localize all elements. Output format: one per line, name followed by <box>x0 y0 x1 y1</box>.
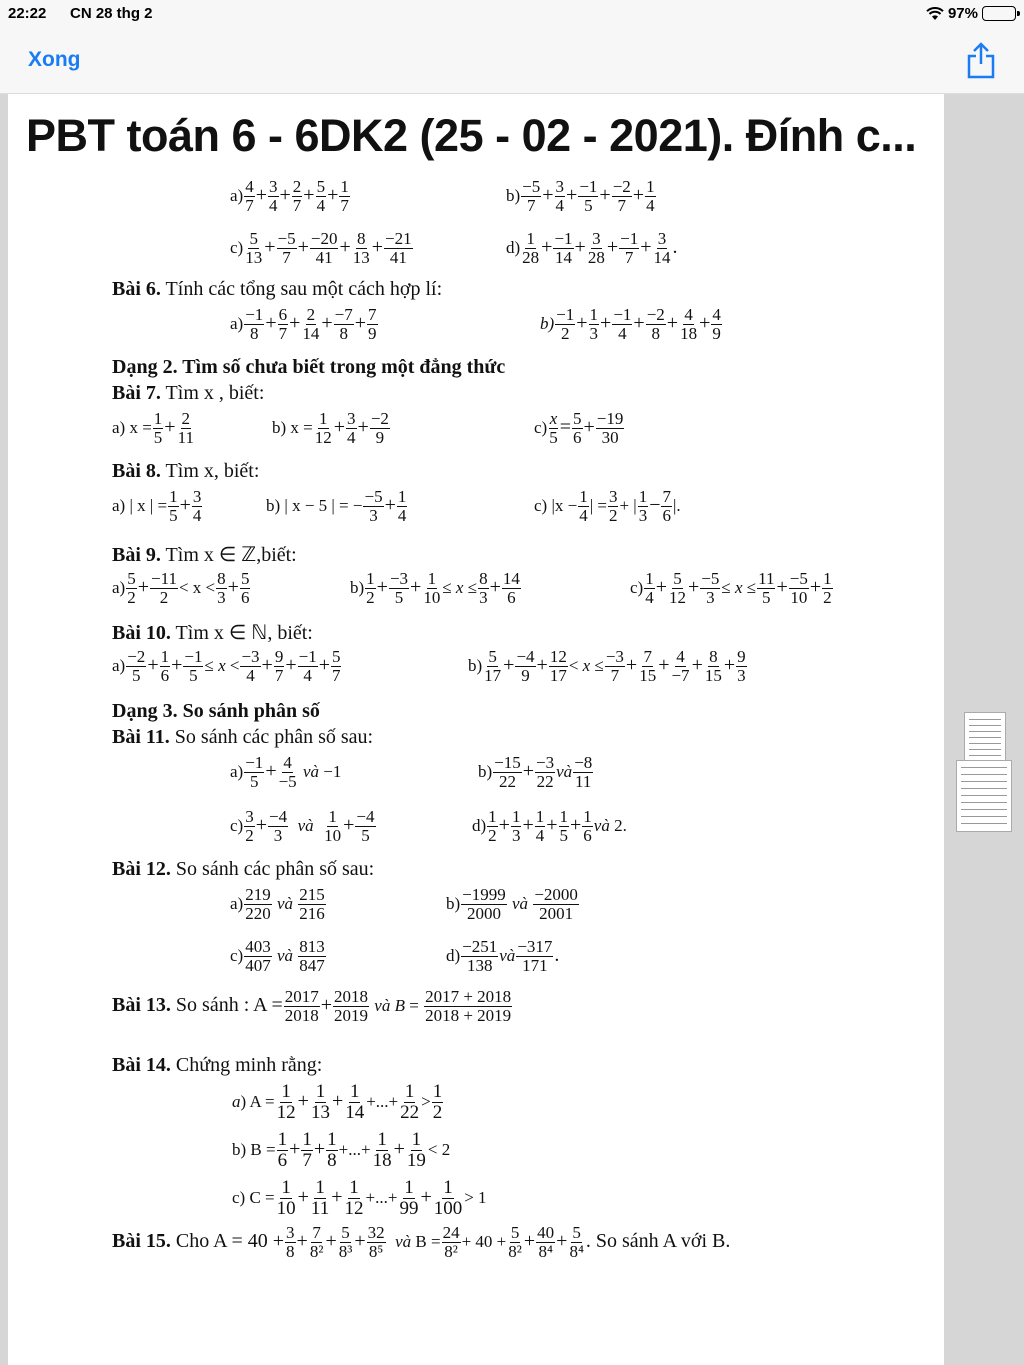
math-line: a) $\frac{-2}{5}$ + $\frac{1}{6}$ + $\frac{-1}{5}$ ≤ x < $\frac{-3}{4}$ + $\frac{9}{7}$ + $\frac{-1}{4}$ + $\frac{5}{7}$ <box>112 647 341 685</box>
math-line: b) $\frac{-1999}{2000}$ và $\frac{-2000}{2001}$ <box>446 885 578 923</box>
document-title: PBT toán 6 - 6DK2 (25 - 02 - 2021). Đính c... <box>26 110 917 161</box>
math-line: a) | x | = $\frac{1}{5}$ + $\frac{3}{4}$ <box>112 487 202 525</box>
math-line: c) $\frac{3}{2}$ + $\frac{-4}{3}$ và $\frac{1}{10}$ + $\frac{-4}{5}$ <box>230 807 375 845</box>
exercise-heading: Bài 6. Tính các tổng sau một cách hợp lí: <box>112 278 443 300</box>
status-time: 22:22 <box>8 5 47 22</box>
math-line: b) | x − 5 | = − $\frac{-5}{3}$ + $\frac{1}{4}$ <box>266 487 407 525</box>
math-line: a) $\frac{4}{7}$ + $\frac{3}{4}$ + $\frac{2}{7}$ + $\frac{5}{4}$ + $\frac{1}{7}$ <box>230 177 349 215</box>
exercise-heading: Bài 11. So sánh các phân số sau: <box>112 726 374 748</box>
exercise-heading: Bài 13. So sánh : A = $\frac{2017}{2018}$ + $\frac{2018}{2019}$ và B = $\frac{2017 + 2018}{2018 + 2019}$ <box>112 987 512 1025</box>
math-line: a) $\frac{-1}{5}$ + $\frac{4}{-5}$ và −1 <box>230 753 342 791</box>
math-line: b) $\frac{-1}{2}$ + $\frac{1}{3}$ + $\frac{-1}{4}$ + $\frac{-2}{8}$ + $\frac{4}{18}$ + $\frac{4}{9}$ <box>540 305 721 343</box>
math-line: b) x = $\frac{1}{12}$ + $\frac{3}{4}$ + $\frac{-2}{9}$ <box>272 409 389 447</box>
math-line: a) $\frac{-1}{8}$ + $\frac{6}{7}$ + $\frac{2}{14}$ + $\frac{-7}{8}$ + $\frac{7}{9}$ <box>230 305 377 343</box>
wifi-icon <box>926 7 944 21</box>
exercise-heading: Bài 7. Tìm x , biết: <box>112 382 265 404</box>
math-line: c) $\frac{1}{4}$ + $\frac{5}{12}$ + $\frac{-5}{3}$ ≤ x ≤ $\frac{11}{5}$ + $\frac{-5}{10}$ + $\frac{1}{2}$ <box>630 569 832 607</box>
math-line: d) $\frac{1}{2}$ + $\frac{1}{3}$ + $\frac{1}{4}$ + $\frac{1}{5}$ + $\frac{1}{6}$ và 2. <box>472 807 627 845</box>
math-line: b) $\frac{-5}{7}$ + $\frac{3}{4}$ + $\frac{-1}{5}$ + $\frac{-2}{7}$ + $\frac{1}{4}$ <box>506 177 655 215</box>
section-heading: Dạng 3. So sánh phân số <box>112 700 320 722</box>
nav-bar <box>0 28 1024 94</box>
battery-icon <box>982 6 1016 21</box>
status-right <box>926 5 1016 22</box>
page-thumbnail[interactable] <box>956 760 1012 832</box>
math-line: d) $\frac{-251}{138}$ và $\frac{-317}{171}$ . <box>446 937 560 975</box>
page-thumbnails[interactable] <box>956 712 1012 836</box>
math-line: a) A = $\frac{1}{12}$ + $\frac{1}{13}$ + $\frac{1}{14}$ +...+ $\frac{1}{22}$ > $\frac{1}{2}$ <box>232 1081 443 1123</box>
math-line: b) B = $\frac{1}{6}$ + $\frac{1}{7}$ + $\frac{1}{8}$ +...+ $\frac{1}{18}$ + $\frac{1}{19}$ < 2 <box>232 1129 451 1171</box>
status-bar <box>0 0 1024 28</box>
done-button[interactable]: Xong <box>28 48 81 71</box>
status-date: CN 28 thg 2 <box>70 5 153 22</box>
math-line: c) C = $\frac{1}{10}$ + $\frac{1}{11}$ + $\frac{1}{12}$ +...+ $\frac{1}{99}$ + $\frac{1}{100}$ > 1 <box>232 1177 487 1219</box>
math-line: c) |x − $\frac{1}{4}$ | = $\frac{3}{2}$ + | $\frac{1}{3}$ − $\frac{7}{6}$ |. <box>534 487 681 525</box>
math-line: b) $\frac{1}{2}$ + $\frac{-3}{5}$ + $\frac{1}{10}$ ≤ x ≤ $\frac{8}{3}$ + $\frac{14}{6}$ <box>350 569 520 607</box>
math-line: c) $\frac{5}{13}$ + $\frac{-5}{7}$ + $\frac{-20}{41}$ + $\frac{8}{13}$ + $\frac{-21}{41}$ <box>230 229 412 267</box>
math-line: a) $\frac{219}{220}$ và $\frac{215}{216}$ <box>230 885 325 923</box>
math-line: c) $\frac{403}{407}$ và $\frac{813}{847}$ <box>230 937 325 975</box>
math-line: b) $\frac{-15}{22}$ + $\frac{-3}{22}$ và $\frac{-8}{11}$ <box>478 753 593 791</box>
math-line: b) $\frac{5}{17}$ + $\frac{-4}{9}$ + $\frac{12}{17}$ < x ≤ $\frac{-3}{7}$ + $\frac{7}{15}$ + $\frac{4}{-7}$ + $\frac{8}{15}$ + $\frac{9}{3}$ <box>468 647 746 685</box>
page-thumbnail[interactable] <box>964 712 1006 764</box>
share-icon[interactable] <box>964 40 998 80</box>
battery-percent: 97% <box>947 5 978 22</box>
exercise-heading: Bài 10. Tìm x ∈ ℕ, biết: <box>112 622 313 644</box>
exercise-heading: Bài 9. Tìm x ∈ ℤ,biết: <box>112 544 297 566</box>
math-line: a) x = $\frac{1}{5}$ + $\frac{2}{11}$ <box>112 409 194 447</box>
math-line: a) $\frac{5}{2}$ + $\frac{-11}{2}$ < x < $\frac{8}{3}$ + $\frac{5}{6}$ <box>112 569 250 607</box>
exercise-heading: Bài 14. Chứng minh rằng: <box>112 1054 323 1076</box>
math-line: d) $\frac{1}{28}$ + $\frac{-1}{14}$ + $\frac{3}{28}$ + $\frac{-1}{7}$ + $\frac{3}{14}$ . <box>506 229 678 267</box>
exercise-heading: Bài 8. Tìm x, biết: <box>112 460 260 482</box>
exercise-heading: Bài 12. So sánh các phân số sau: <box>112 858 375 880</box>
math-line: c) $\frac{x}{5}$ = $\frac{5}{6}$ + $\frac{-19}{30}$ <box>534 409 624 447</box>
exercise-heading: Bài 15. Cho A = 40 + $\frac{3}{8}$ + $\frac{7}{\text{8²}}$ + $\frac{5}{\text{8³}}$ + $\frac{32}{\text{8⁵}}$ và B = $\frac{24}{\text{8²}}$ + 40 + $\frac{5}{\text{8²}}$ + $\frac{40}{\text{8⁴}}$ + $\frac{5}{\text{8⁴}}$ . So sánh A với B. <box>112 1223 731 1261</box>
section-heading: Dạng 2. Tìm số chưa biết trong một đẳng thức <box>112 356 506 378</box>
